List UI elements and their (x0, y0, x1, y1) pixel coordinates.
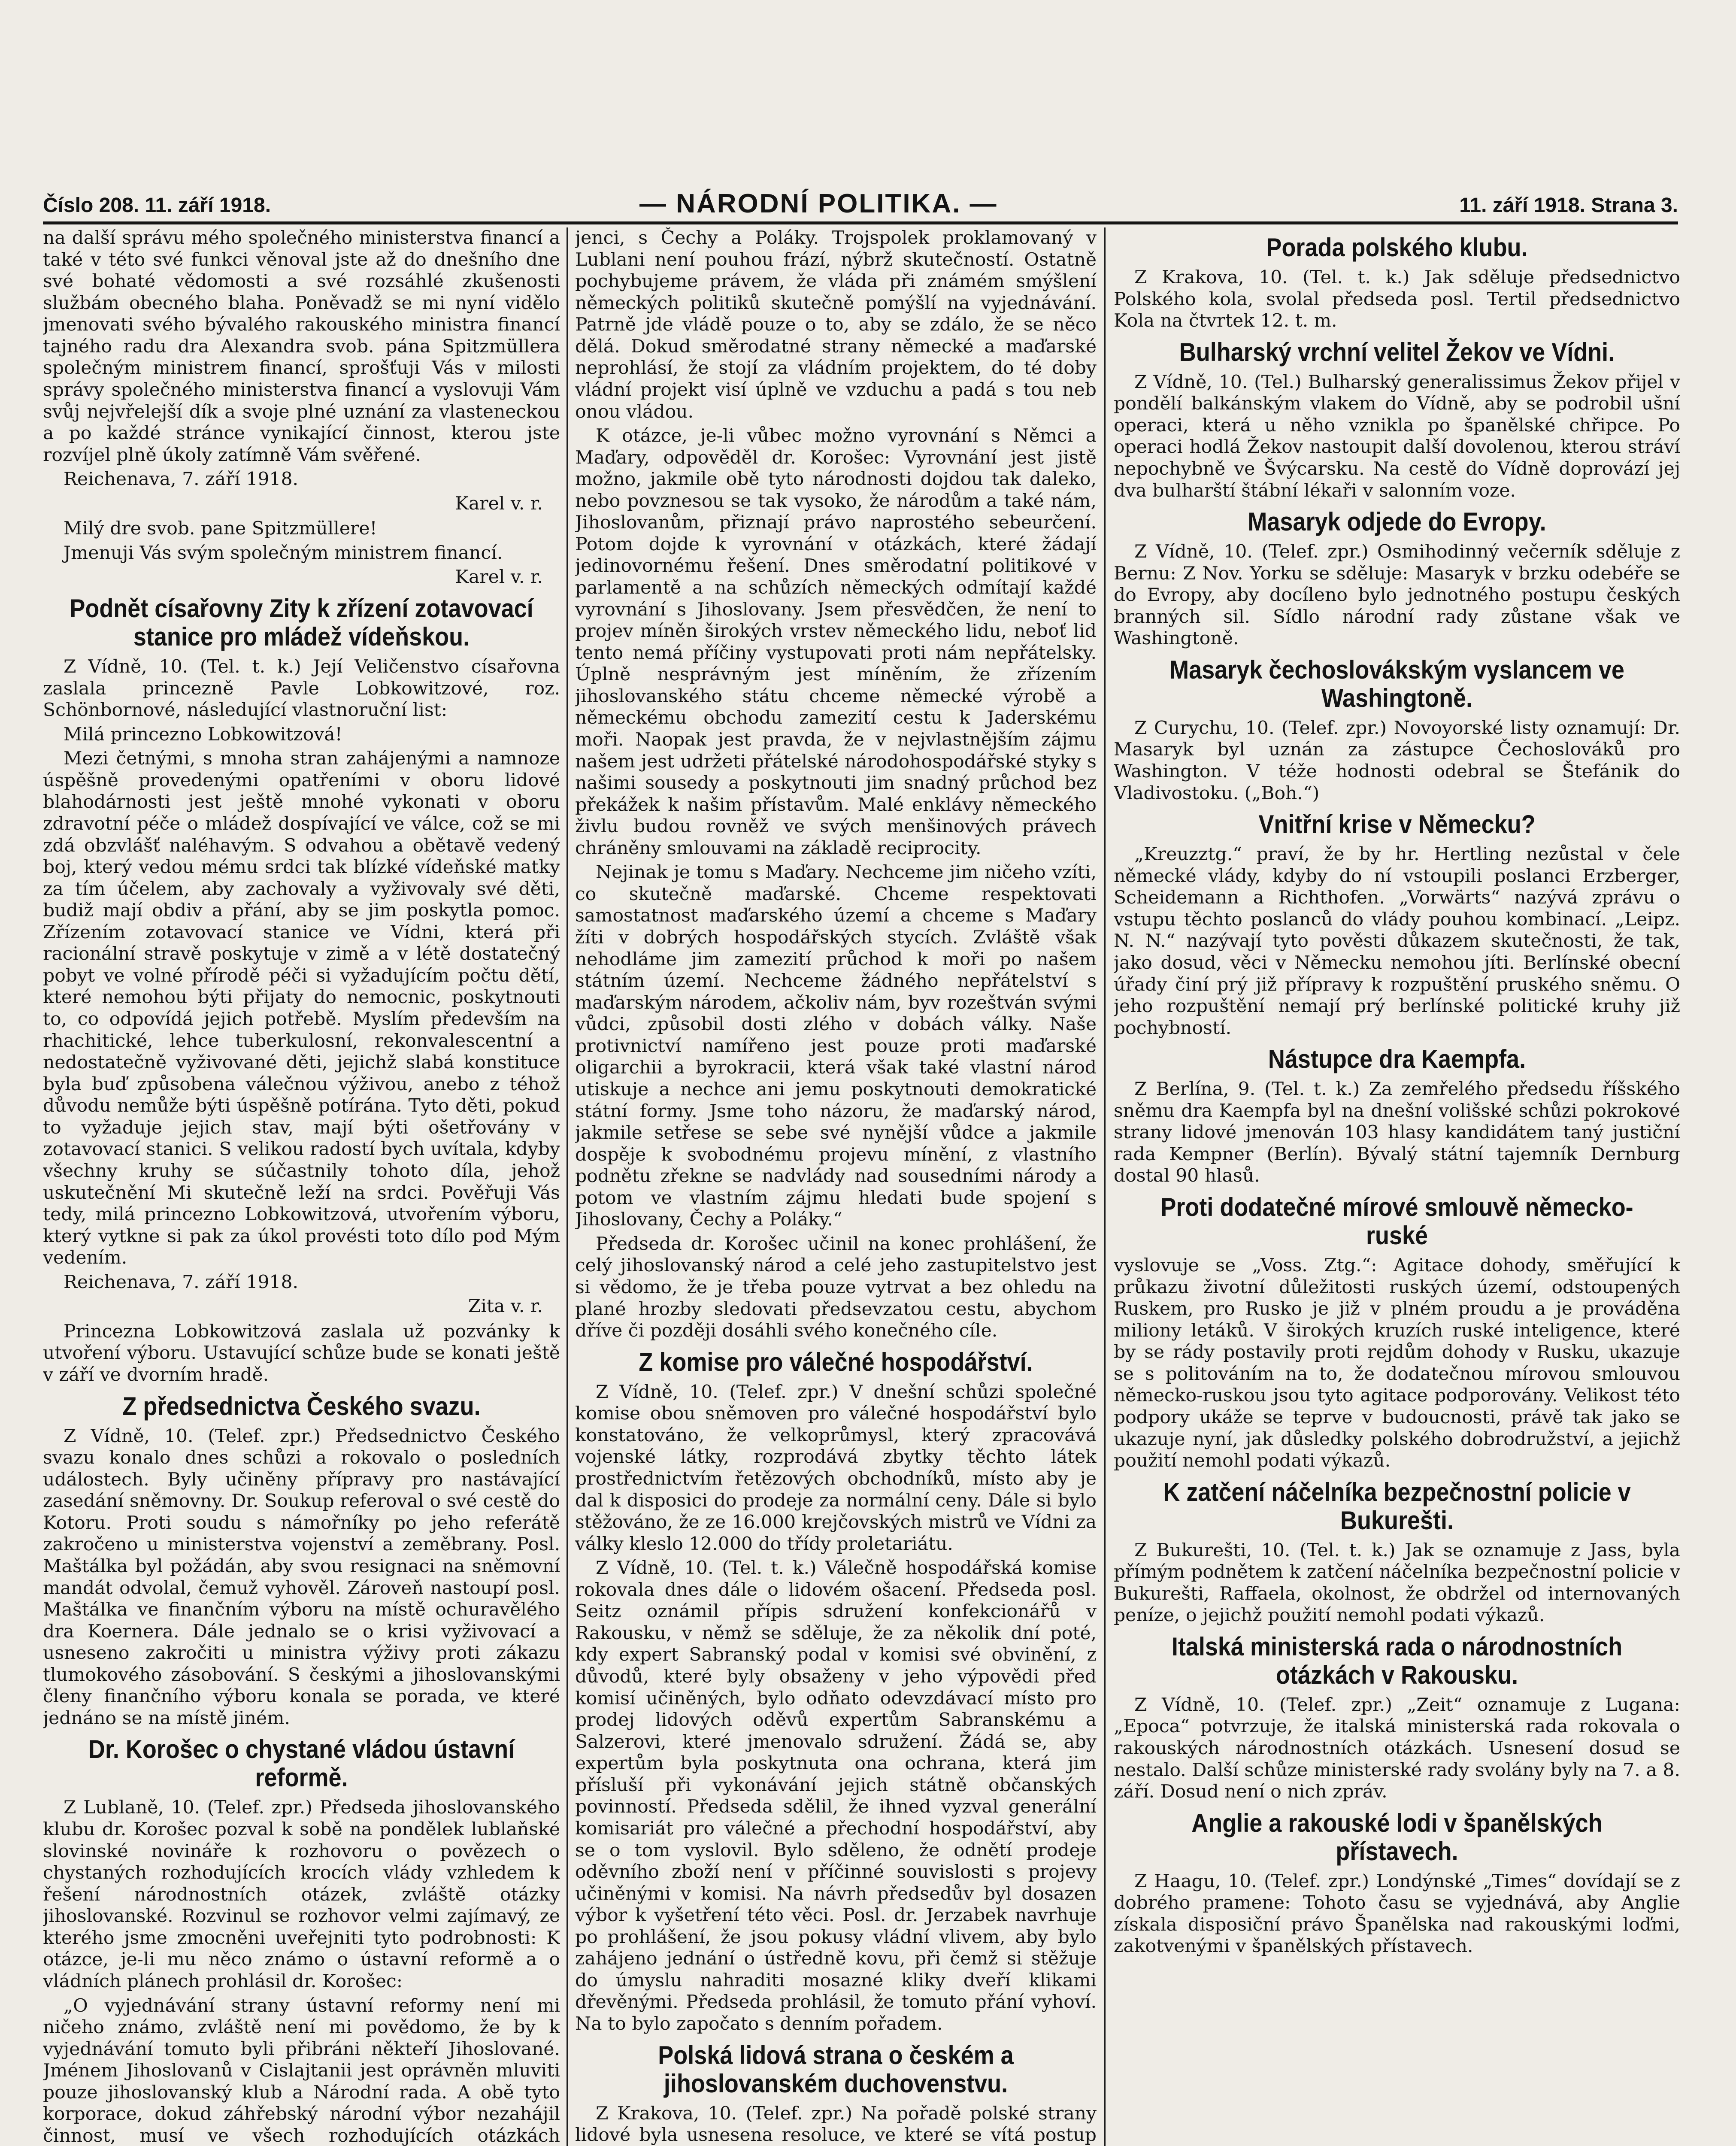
paragraph: Z Vídně, 10. (Telef. zpr.) „Zeit“ oznamuje z Lugana: „Epoca“ potvrzuje, že italská ministerská rada rokovala o rakouských národnostních otázkách. Usnesení dosud se nestalo. Další schůze ministerské rady svolány byly na 7. a 8. září. Dosud není o nich zpráv. (1114, 1694, 1680, 1803)
masthead-title: — NÁRODNÍ POLITIKA. — (639, 189, 998, 218)
paragraph: Nejinak je tomu s Maďary. Nechceme jim ničeho vzíti, co skutečně maďarské. Chceme respektovati samostatnost maďarského území a chceme s Maďary žíti v dobrých hospodářských stycích. Zvláště však nehodláme jim zamezití průchod k moři po našem státním území. Nechceme žádného nepřátelství s maďarským národem, ačkoliv nám, byv rozeštván svými vůdci, způsobil dosti zlého v dobách války. Naše protivnictví namířeno jest pouze proti maďarské oligarchii a byrokracii, která však také vlastní národ utiskuje a nechce ani jemu poskytnouti demokratické státní formy. Jsme toho názoru, že maďarský národ, jakmile setřese se sebe své nynější vůdce a jakmile dospěje k svobodnému projevu mínění, z vlastního podnětu zřekne se nadvlády nad sousedními národy a potom ve vlastním zájmu hledati bude spojení s Jihoslovany, Čechy a Poláky.“ (575, 862, 1097, 1231)
paragraph: „O vyjednávání strany ústavní reformy není mi ničeho známo, zvláště není mi povědomo, že by k vyjednávání tomuto byli přibráni někteří Jihoslované. Jménem Jihoslovanů v Cislajtanii jest oprávněn mluviti pouze jihoslovanský klub a Národní rada. A obě tyto korporace, dokud záhřebský národní výbor nezahájil činnost, musí ve všech rozhodujících otázkách (43, 1995, 560, 2146)
issue-number: Číslo 208. 11. září 1918. (43, 194, 271, 217)
column-3 (1114, 227, 1680, 2146)
paragraph: Milá princezno Lobkowitzová! (64, 724, 342, 745)
paragraph: vyslovuje se „Voss. Ztg.“: Agitace dohody, směřující k průkazu životní důležitosti ruských území, odstoupených Ruskem, pro Rusko je již v plném proudu a je prováděna miliony letáků. V širokých kruzích ruské inteligence, které by se rády postavily proti rejdům dohody v Rusku, ukazuje se s politováním na to, že dodatečnou mírovou smlouvou německo-ruskou jsou tyto agitace podporovány. Velikost této podpory ukáže se teprve v budoucnosti, právě tak jako se ukazuje nyní, jak důsledky polského dobrodružství, a jejichž použití nemohl podati výkazů. (1114, 1255, 1680, 1472)
date-and-page: 11. září 1918. Strana 3. (1459, 194, 1678, 217)
paragraph: Z Lublaně, 10. (Telef. zpr.) Předseda jihoslovanského klubu dr. Korošec pozval k sobě na pondělek lublaňské slovinské novináře k rozhovoru o povězech o chystaných rozhodujících krocích vlády vzhledem k řešení národnostních otázek, zvláště otázky jihoslovanské. Rozvinul se rozhovor velmi zajímavý, ze kterého jsme zmocněni uveřejniti tyto podrobnosti: K otázce, je-li mu něco známo o ústavní reformě a o vládních plánech prohlásil dr. Korošec: (43, 1797, 560, 1992)
article-headline: Proti dodatečné mírové smlouvě německo-ruské (1160, 1193, 1633, 1250)
article-headline: Polská lidová strana o českém a jihoslovanském duchovenstvu. (658, 2040, 1014, 2098)
article-headline: Z předsednictva Českého svazu. (122, 1391, 481, 1421)
paragraph: Milý dre svob. pane Spitzmüllere! (64, 518, 377, 540)
article-headline: Podnět císařovny Zity k zřízení zotavovací stanice pro mládež vídeňskou. (70, 594, 533, 651)
paragraph: Z Vídně, 10. (Tel.) Bulharský generalissimus Žekov přijel v pondělí balkánským vlakem do Vídně, aby se podrobil ušní operaci, která u něho vznikla po španělské chřipce. Po operaci hodlá Žekov nastoupit další dovolenou, kterou stráví nepochybně ve Švýcarsku. Na cestě do Vídně doprovází jej dva bulharští štábní lékaři v salonním voze. (1114, 371, 1680, 501)
article-headline: Masaryk čechoslovákským vyslancem ve Washingtoně. (1169, 655, 1624, 712)
paragraph: Z Vídně, 10. (Tel. t. k.) Válečně hospodářská komise rokovala dnes dále o lidovém ošacení. Předseda posl. Seitz oznámil přípis sdružení konfekcionářů v Rakousku, v němž se sděluje, že za několik dní poté, kdy expert Sabranský podal v komisi své obvinění, z důvodů, které byly obsaženy v jeho výpovědi před komisí učiněných, bylo odňato odevzdávací místo pro prodej lidových oděvů expertům Sabranskému a Salzerovi, které jmenovalo sdružení. Žádá se, aby expertům byla poskytnuta ona ochrana, která jim přísluší při vykonávání jejich státně občanských povinností. Předseda sdělil, že ihned vyzval generální komisariát pro válečné a přechodní hospodářství, aby se o tom vyslovil. Bylo sděleno, že odnětí prodeje oděvního zboží není v příčinné souvislosti s projevy učiněnými v komisi. Na návrh předsedův byl dosazen výbor k vyšetření této věci. Posl. dr. Jerzabek navrhuje po prohlášení, že jsou pokusy vládní vlivem, aby bylo zahájeno jednání o ústředně kovu, při čemž si stěžuje do úmyslu nahraditi mosazné kliky dveří klikami dřevěnými. Předseda prohlásil, že tomuto přání vyhoví. Na to bylo započato s denním pořadem. (575, 1558, 1097, 2034)
article-headline: Bulharský vrchní velitel Žekov ve Vídni. (1179, 337, 1615, 367)
article-headline: Nástupce dra Kaempfa. (1268, 1045, 1526, 1074)
column-rule (567, 227, 568, 2146)
paragraph: Z Haagu, 10. (Telef. zpr.) Londýnské „Times“ dovídají se z dobrého pramene: Tohoto času se vyjednává, aby Anglie získala disposiční právo Španělska nad rakouskými loďmi, zakotvenými v španělských přístavech. (1114, 1870, 1680, 1957)
column-2 (575, 227, 1097, 2146)
paragraph: Princezna Lobkowitzová zaslala už pozvánky k utvoření výboru. Ustavující schůze bude se konati ještě v září ve dvorním hradě. (43, 1321, 560, 1385)
article-headline: Porada polského klubu. (1266, 233, 1528, 262)
paragraph: Z Vídně, 10. (Tel. t. k.) Její Veličenstvo císařovna zaslala princezně Pavle Lobkowitzové, roz. Schönbornové, následující vlastnoruční list: (43, 656, 560, 721)
paragraph: Z Krakova, 10. (Tel. t. k.) Jak sděluje předsednictvo Polského kola, svolal předseda posl. Tertil předsednictvo Kola na čtvrtek 12. t. m. (1114, 267, 1680, 332)
paragraph: „Kreuzztg.“ praví, že by hr. Hertling nezůstal v čele německé vlády, kdyby do ní vstoupili poslanci Erzberger, Scheidemann a Richthofen. „Vorwärts“ nazývá zprávu o vstupu těchto poslanců do vlády pouhou kombinací. „Leipz. N. N.“ nazývají tyto pověsti důkazem skutečnosti, že tak, jako dosud, věci v Německu nemohou jíti. Berlínské obecní úřady činí prý již přípravy k rozpuštění pruského sněmu. O jeho rozpuštění nemají prý berlínské politické kruhy již pochybností. (1114, 844, 1680, 1039)
signature: Karel v. r. (455, 493, 543, 514)
paragraph: Z Vídně, 10. (Telef. zpr.) Předsednictvo Českého svazu konalo dnes schůzi a rokovalo o posledních událostech. Byly učiněny přípravy pro nastávající zasedání sněmovny. Dr. Soukup referoval o své cestě do Kotoru. Proti soudu s námořníky po jeho referátě zakročeno u ministerstva vojenství a zeměbrany. Posl. Maštálka byl požádán, aby svou resignaci na sněmovní mandát odvolal, čemuž vyhověl. Zároveň nastoupí posl. Maštálka ve finančním výboru na místě ochuravělého dra Koernera. Dále jednalo se o krisi vyživovací a usneseno zakročiti u ministra výživy proti zákazu tlumokového zásobování. S českými a jihoslovanskými členy finančního výboru konala se porada, ve které jednáno se na místě jiném. (43, 1425, 560, 1729)
paragraph: Z Vídně, 10. (Telef. zpr.) Osmihodinný večerník sděluje z Bernu: Z Nov. Yorku se sděluje: Masaryk v brzku odebéře se do Evropy, aby docíleno bylo jednotného postupu českých branných sil. Sídlo národní rady zůstane však ve Washingtoně. (1114, 541, 1680, 649)
article-headline: K zatčení náčelníka bezpečnostní policie v Bukurešti. (1163, 1477, 1631, 1535)
paragraph: Z Vídně, 10. (Telef. zpr.) V dnešní schůzi společné komise obou sněmoven pro válečné hospodářství bylo konstatováno, že velkoprůmysl, který zpracovává vojenské látky, rozprodává zbytky těchto látek prostřednictvím řetězových obchodníků, místo aby je dal k disposici do prodeje za normální ceny. Dále si bylo stěžováno, že ze 16.000 krejčovských mistrů ve Vídni za války kleslo 12.000 do třídy proletariátu. (575, 1381, 1097, 1555)
paragraph: Mezi četnými, s mnoha stran zahájenými a namnoze úspěšně provedenými opatřeními v oboru lidové blahodárnosti jest ještě mnohé vykonati v oboru zdravotní péče o mládež dospívající ve válce, což se mi zdá obzvlášť naléhavým. S odvahou a obětavě vedený boj, který vedou mému srdci tak blízké vídeňské matky za tím účelem, aby zachovaly a vyživovaly své děti, budiž mají obdiv a přání, aby se jim poskytla pomoc. Zřízením zotavovací stanice ve Vídni, která při racionální stravě poskytuje v zimě a v létě dostatečný pobyt ve volné přírodě péči si vyžadujícím počtu dětí, které nemohou býti přijaty do nemocnic, poskytnouti to, co odpovídá jejich potřebě. Myslím především na rhachitické, lehce tuberkulosní, rekonvalescentní a nedostatečně vyživované děti, jejichž slabá konstituce byla buď způsobena válečnou výživou, anebo z téhož důvodu nemůže býti úspěšně potírána. Tyto děti, pokud to vyžaduje jejich stav, mají býti ošetřovány v zotavovací stanici. S velikou radostí bych uvítala, kdyby všechny kruhy se súčastnily tohoto díla, jehož uskutečnění Mi skutečně leží na srdci. Pověřuji Vás tedy, milá princezno Lobkowitzová, utvořením výboru, který vytkne si pak za úkol provésti toto dílo pod Mým vedením. (43, 748, 560, 1269)
paragraph: na další správu mého společného ministerstva financí a také v této své funkci věnoval jste až do dnešního dne své bohaté vědomosti a své rozsáhlé zkušenosti službám obecného blaha. Poněvadž se mi nyní vidělo jmenovati svého bývalého rakouského ministra financí tajného radu dra Alexandra svob. pána Spitzmüllera společným ministrem financí, sprošťuji Vás v milosti správy společného ministerstva financí a vyslovuji Vám svůj nejvřelejší dík a svoje plné uznání za vlasteneckou a po každé stránce vynikající činnost, kterou jste rozvíjel plně úkoly zatímně Vám svěřené. (43, 227, 560, 466)
column-rule (1104, 227, 1106, 2146)
place-date: Reichenava, 7. září 1918. (64, 469, 299, 490)
paragraph: Z Krakova, 10. (Telef. zpr.) Na pořadě polské strany lidové byla usnesena resoluce, ve které se vítá postup (575, 2103, 1097, 2146)
paragraph: K otázce, je-li vůbec možno vyrovnání s Němci a Maďary, odpověděl dr. Korošec: Vyrovnání jest jistě možno, jakmile obě tyto národnosti dojdou tak daleko, nebo povznesou se tak vysoko, že národům a také nám, Jihoslovanům, přiznají právo naprostého sebeurčení. Potom dojde k vyrovnání v otázkách, které žádají jedinovornému řešení. Dnes směrodatní politikové v parlamentě a na schůzích německých odmítají každé vyrovnání s Jihoslovany. Jsem přesvědčen, že není to projev míněn širokých vrstev německého lidu, neboť lid tento nemá příčiny vystupovati proti nám nepřátelsky. Úplně nesprávným jest míněním, že zřízením jihoslovanského státu chceme německé výrobě a německému obchodu zamezití cestu k Jaderskému moři. Naopak jest pravda, že v nejvlastnějším zájmu našem jest udržeti přátelské národohospodářské styky s našimi sousedy a poskytnouti jim snadný průchod bez překážek k našim přístavům. Malé enklávy německého živlu budou rovněž ve svých menšinových právech chráněny smlouvami na základě reciprocity. (575, 425, 1097, 859)
signature: Karel v. r. (455, 567, 543, 588)
paragraph: Z Curychu, 10. (Telef. zpr.) Novoyorské listy oznamují: Dr. Masaryk byl uznán za zástupce Čechoslováků pro Washington. V téže hodnosti odebral se Štefánik do Vladivostoku. („Boh.“) (1114, 717, 1680, 804)
article-headline: Anglie a rakouské lodi v španělských přístavech. (1191, 1808, 1603, 1866)
paragraph: Jmenuji Vás svým společným ministrem financí. (64, 542, 503, 564)
signature: Zita v. r. (468, 1296, 543, 1317)
column-1 (43, 227, 560, 2146)
page-header (43, 185, 1678, 224)
paragraph: Z Berlína, 9. (Tel. t. k.) Za zemřelého předsedu říšského sněmu dra Kaempfa byl na dnešní volišské schůzi pokrokové strany lidové jmenován 103 hlasy kandidátem taný justiční rada Kempner (Berlín). Bývalý státní tajemník Dernburg dostal 90 hlasů. (1114, 1079, 1680, 1187)
article-headline: Masaryk odjede do Evropy. (1248, 507, 1546, 536)
article-headline: Vnitřní krise v Německu? (1258, 810, 1536, 839)
paragraph: Z Bukurešti, 10. (Tel. t. k.) Jak se oznamuje z Jass, byla přímým podnětem k zatčení náčelníka bezpečnostní policie v Bukurešti, Raffaela, okolnost, že obdržel od internovaných peníze, o jejichž použití nemohl podati výkazů. (1114, 1540, 1680, 1626)
article-headline: Dr. Korošec o chystané vládou ústavní reformě. (88, 1735, 515, 1792)
place-date: Reichenava, 7. září 1918. (64, 1271, 299, 1293)
article-headline: Italská ministerská rada o národnostních otázkách v Rakousku. (1171, 1632, 1623, 1689)
article-headline: Z komise pro válečné hospodářství. (639, 1347, 1033, 1376)
paragraph: Předseda dr. Korošec učinil na konec prohlášení, že celý jihoslovanský národ a celé jeho zastupitelstvo jest si vědomo, že je třeba pouze vytrvat a bez ohledu na plané hrozby sledovati předsevzatou cestu, abychom dříve či později dosáhli svého konečného cíle. (575, 1233, 1097, 1342)
paragraph: jenci, s Čechy a Poláky. Trojspolek proklamovaný v Lublani není pouhou frází, nýbrž skutečností. Ostatně pochybujeme právem, že vláda při známém smýšlení německých politiků skutečně pomýšlí na vyjednávání. Patrně jde vládě pouze o to, aby se zdálo, že se něco dělá. Dokud směrodatné strany německé a maďarské neprohlásí, že stojí za vládním projektem, do té doby vládní projekt visí úplně ve vzduchu a padá s tou neb onou vládou. (575, 227, 1097, 422)
